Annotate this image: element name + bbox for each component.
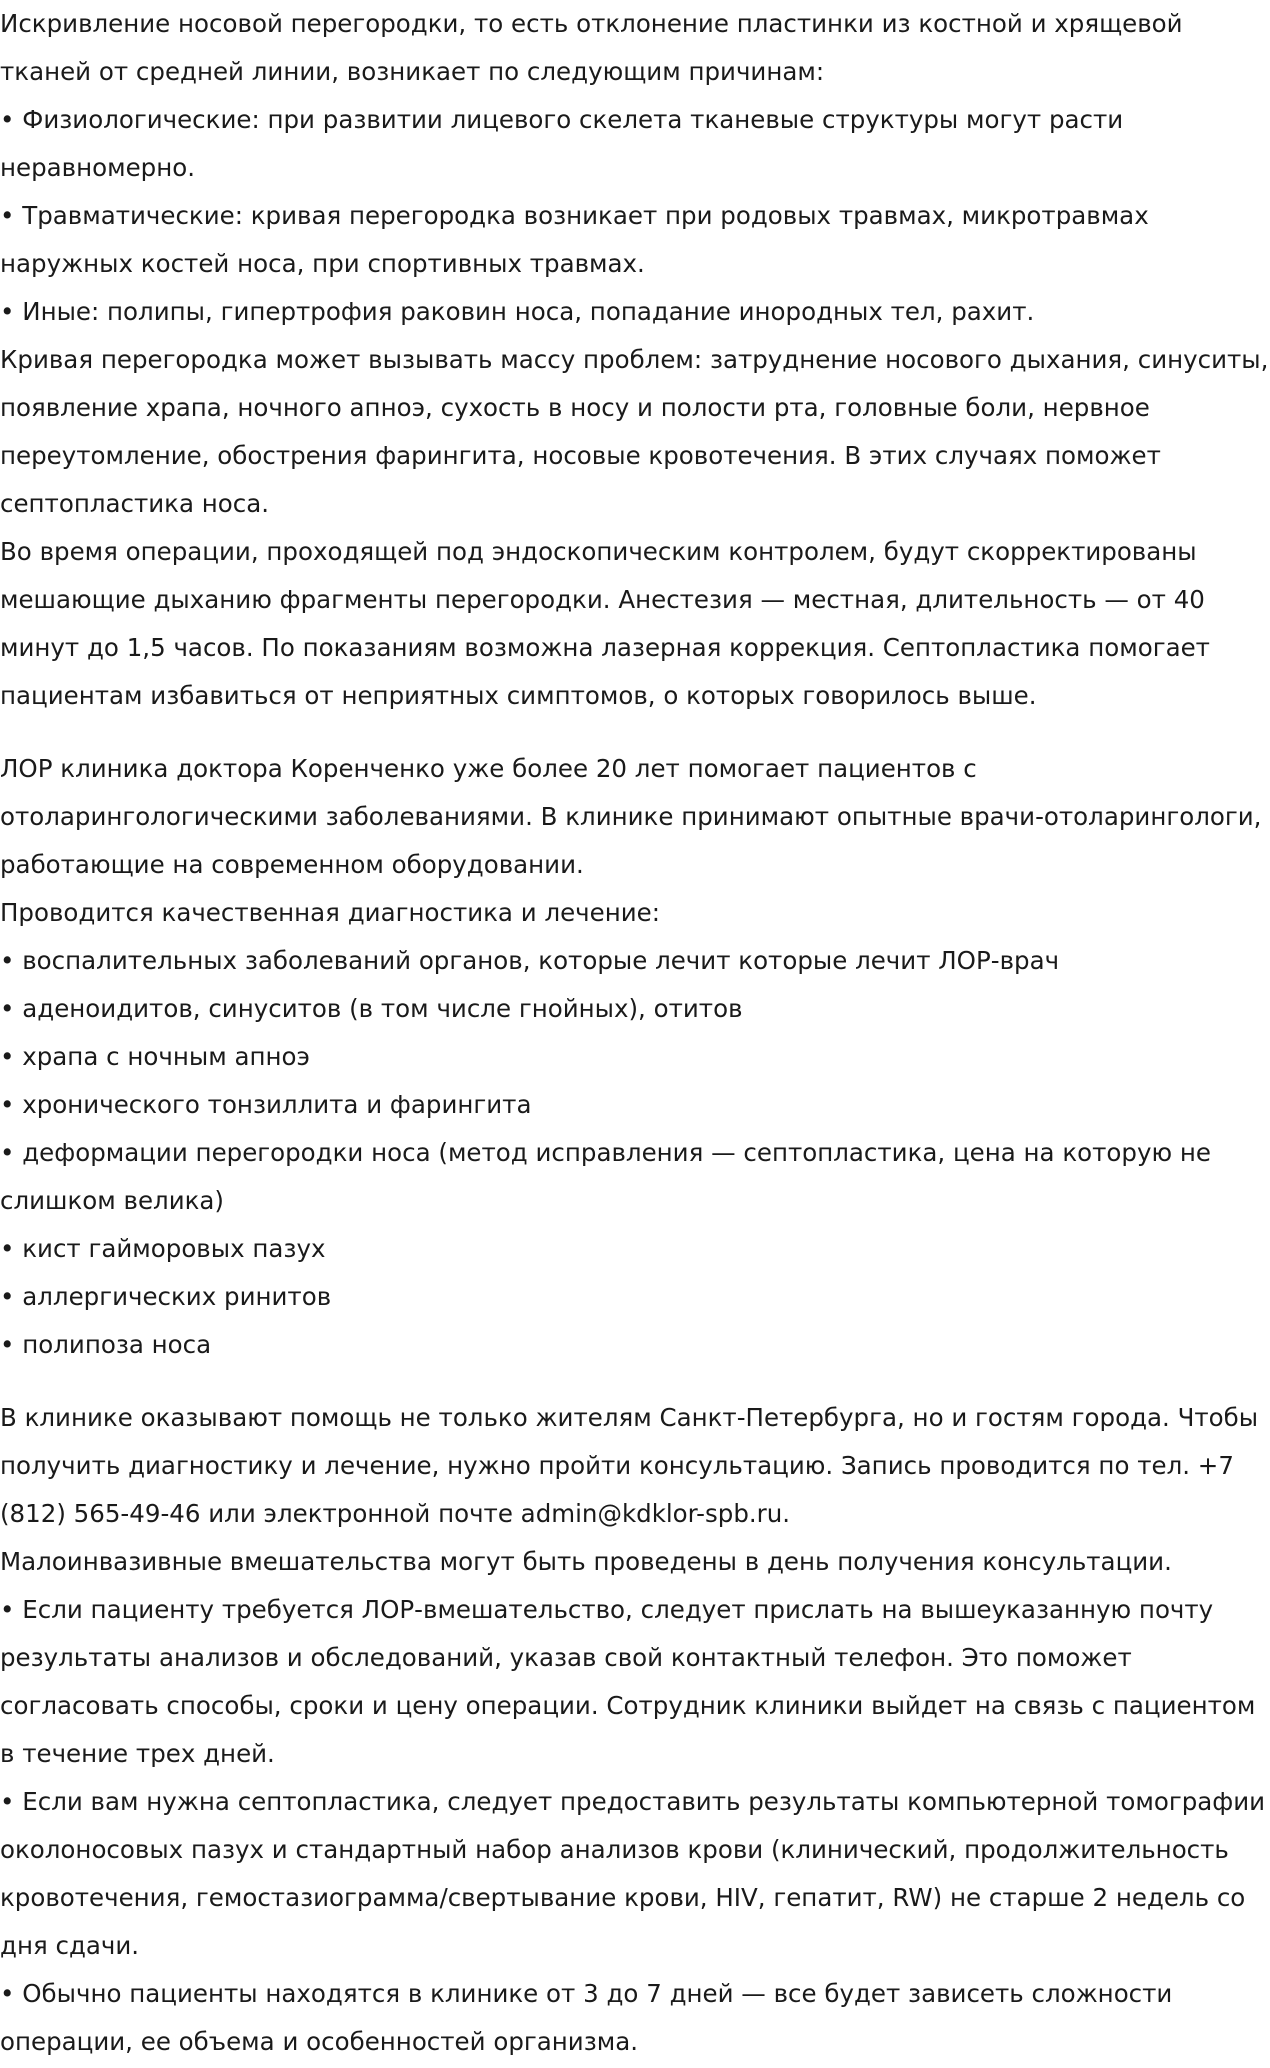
list-item: • храпа с ночным апноэ [0,1042,310,1071]
list-item: • аллергических ринитов [0,1282,332,1311]
operation-paragraph: Во время операции, проходящей под эндоскопическим контролем, будут скорректированы мешающие дыханию фрагменты перегородки. Анестезия — местная, длительность — от 40 минут до 1,5 часов. По показаниям возможна лазерная коррекция. Септопластика помогает пациентам избавиться от неприятных симптомов, о которых говорилось выше. [0,537,1210,710]
appointment-paragraph: В клинике оказывают помощь не только жителям Санкт-Петербурга, но и гостям города. Чтобы получить диагностику и лечение, нужно пройти консультацию. Запись проводится по тел. +7 (812) 565-49-46 или электронной почте admin@kdklor-spb.ru. [0,1403,1259,1528]
bullet-lor-intervention: • Если пациенту требуется ЛОР-вмешательство, следует прислать на вышеуказанную почту результаты анализов и обследований, указав свой контактный телефон. Это поможет согласовать способы, сроки и цену операции. Сотрудник клиники выйдет на связь с пациентом в течение трех дней. [0,1595,1256,1768]
list-item: • кист гайморовых пазух [0,1234,326,1263]
intro-paragraph: Искривление носовой перегородки, то есть отклонение пластинки из костной и хрящевой тканей от средней линии, возникает по следующим причинам: [0,9,1183,86]
paragraph-gap [0,1369,1270,1394]
list-item: • деформации перегородки носа (метод исправления — септопластика, цена на которую не слишком велика) [0,1138,1211,1215]
list-item: • воспалительных заболеваний органов, которые лечит которые лечит ЛОР-врач [0,946,1060,975]
bullet-septoplasty: • Если вам нужна септопластика, следует предоставить результаты компьютерной томографии околоносовых пазух и стандартный набор анализов крови (клинический, продолжительность кровотечения, гемостазиограмма/свертывание крови, HIV, гепатит, RW) не старше 2 недель со дня сдачи. [0,1787,1266,1960]
bullet-stay-duration: • Обычно пациенты находятся в клинике от 3 до 7 дней — все будет зависеть сложности операции, ее объема и особенностей организма. [0,1979,1173,2056]
list-item: • полипоза носа [0,1330,212,1359]
section-clinic [0,745,1270,1369]
diagnostics-heading: Проводится качественная диагностика и лечение: [0,898,660,927]
paragraph-gap [0,720,1270,745]
list-item: • аденоидитов, синуситов (в том числе гнойных), отитов [0,994,743,1023]
problems-paragraph: Кривая перегородка может вызывать массу проблем: затруднение носового дыхания, синуситы, появление храпа, ночного апноэ, сухость в носу и полости рта, головные боли, нервное переутомление, обострения фарингита, носовые кровотечения. В этих случаях поможет септопластика носа. [0,345,1269,518]
section-appointment [0,1394,1270,2066]
list-item: • хронического тонзиллита и фарингита [0,1090,532,1119]
cause-traumatic: • Травматические: кривая перегородка возникает при родовых травмах, микротравмах наружных костей носа, при спортивных травмах. [0,201,1149,278]
cause-physiological: • Физиологические: при развитии лицевого скелета тканевые структуры могут расти неравномерно. [0,105,1124,182]
cause-other: • Иные: полипы, гипертрофия раковин носа, попадание инородных тел, рахит. [0,297,1035,326]
minimally-invasive-paragraph: Малоинвазивные вмешательства могут быть проведены в день получения консультации. [0,1547,1172,1576]
section-causes [0,0,1270,720]
clinic-paragraph: ЛОР клиника доктора Коренченко уже более 20 лет помогает пациентов с отоларингологическими заболеваниями. В клинике принимают опытные врачи-отоларингологи, работающие на современном оборудовании. [0,754,1262,879]
